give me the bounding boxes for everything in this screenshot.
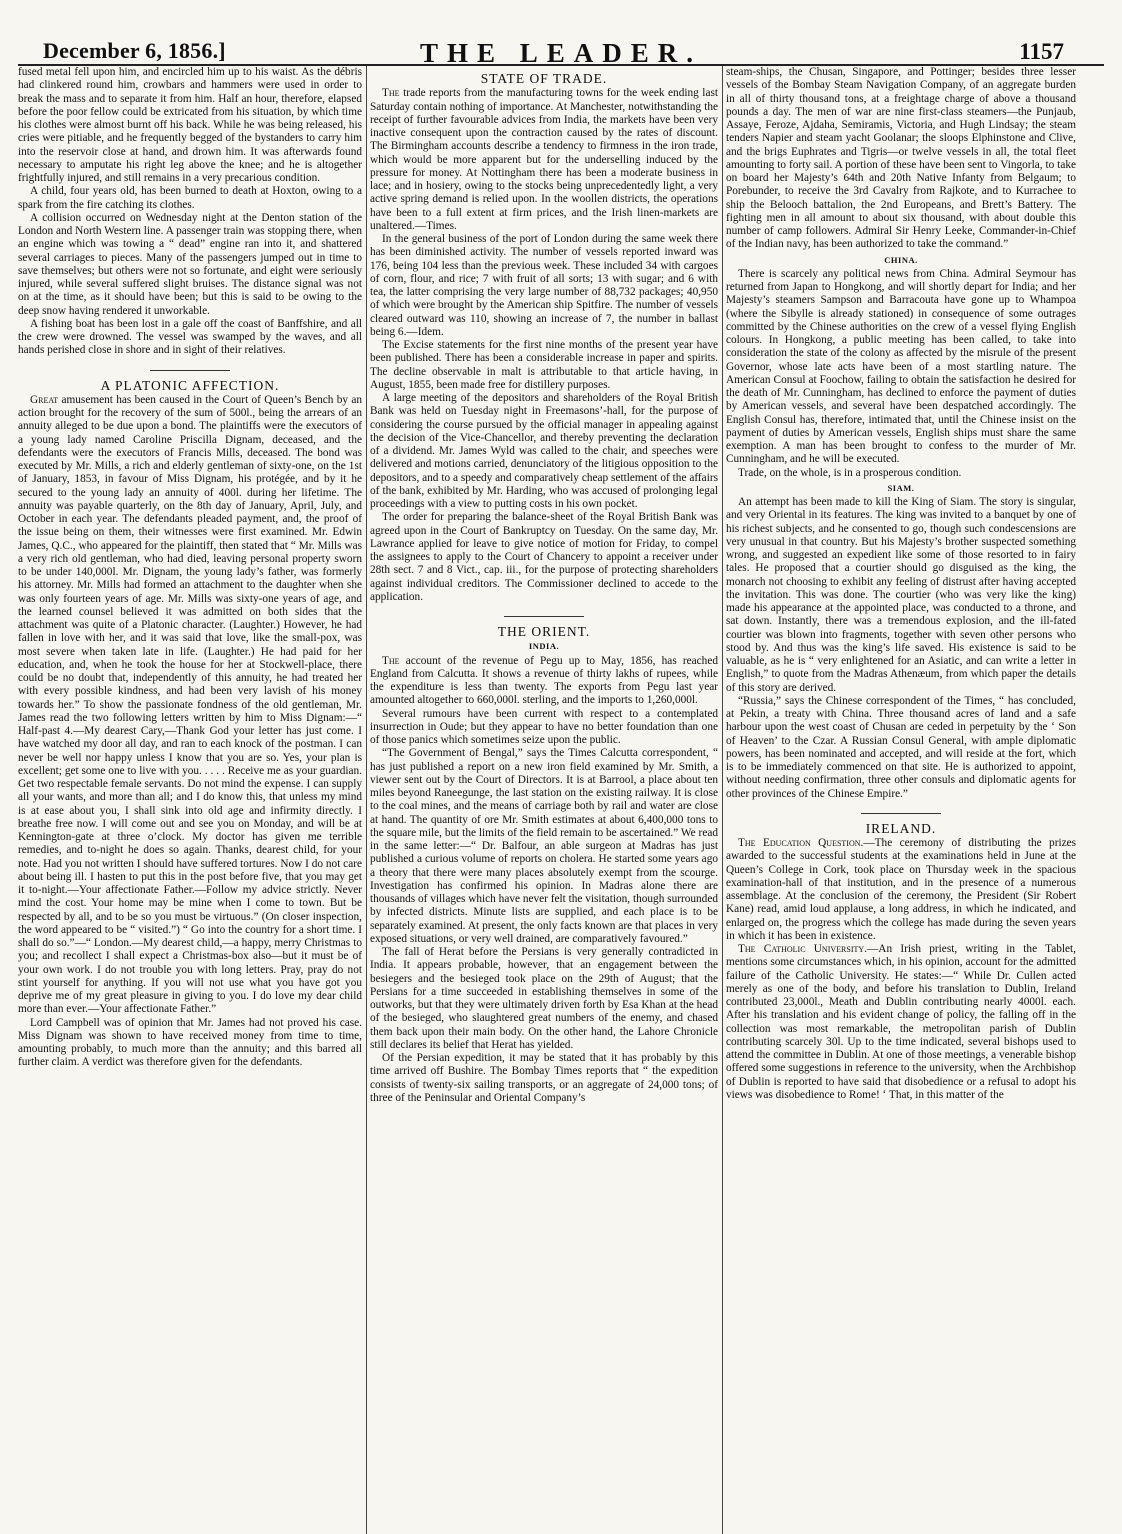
subheading: CHINA.: [884, 254, 918, 265]
paragraph: [726, 837, 1076, 943]
paragraph: [18, 394, 362, 1017]
paragraph: Several rumours have been current with respect to a contemplated insurrection in Oude; but they appear to have no better foundation than one of those panics which sometimes seize upon the public.: [370, 707, 718, 746]
issue-date: December 6, 1856.]: [43, 38, 226, 63]
section-divider: [150, 370, 230, 371]
paragraph: A child, four years old, has been burned to death at Hoxton, owing to a spark from the fire catching its clothes.: [18, 185, 362, 211]
paragraph-text: —The ceremony of distributing the prizes awarded to the successful students at the examinations held in June at the Queen’s College in Cork, took place on Thursday week in the spacious examination-hall of that institution, and in the presence of a numerous assemblage. At the conclusion of the ceremony, the President (Sir Robert Kane) read, amid loud applause, a long address, in which he indicated, and enlarged on, the progress which the college has made during the seven years in which it has been in existence.: [726, 837, 1076, 942]
article-heading: IRELAND.: [865, 820, 937, 836]
article-heading: A PLATONIC AFFECTION.: [100, 377, 280, 393]
paragraph-text: account of the revenue of Pegu up to May, 1856, has reached England from Calcutta. It shows a revenue of thirty lakhs of rupees, while the expenditure is less than twenty. The exports from Pegu last year amounted altogether to 660,000l. sterling, and the imports to 1,260,000l.: [370, 654, 718, 707]
lead-word: The Education Question.: [738, 837, 864, 849]
paragraph: The Excise statements for the first nine months of the present year have been published. There has been a considerable increase in paper and spirits. The decline observable in malt is attributable to that article having, in August, 1855, been made free for distillery purposes.: [370, 339, 718, 391]
paragraph: [726, 943, 1076, 1102]
paragraph: fused metal fell upon him, and encircled him up to his waist. As the débris had clinkered round him, crowbars and hammers were used in order to break the mass and to separate it from him. Half an hour, therefore, elapsed before the poor fellow could be extricated from his situation, by which time his clothes were almost burnt off his back. While he was being released, his cries were pitiable, and he frequently begged of the bystanders to carry him into the reservoir close at hand, and drown him. It was afterwards found necessary to amputate his right leg above the knee; and he is altogether frightfully injured, and still remains in a very precarious condition.: [18, 66, 362, 184]
paragraph-text: amusement has been caused in the Court of Queen’s Bench by an action brought for the recovery of the sum of 500l., being the arrears of an annuity alleged to be due upon a bond. The plaintiffs were the executors of a young lady named Caroline Priscilla Dignam, deceased, and the defendants were the executors of Francis Mills, deceased. The bond was executed by Mr. Mills, a rich and elderly gentleman of sixty-one, on the 1st of January, 1853, in favour of Miss Dignam, his protégée, and by it he secured to the young lady an annuity of 400l. during her lifetime. The annuity was payable quarterly, on the 8th day of January, April, July, and October in each year. The defendants pleaded payment, and, the proof of the issue being on them, their witnesses were first examined. Mr. Edwin James, Q.C., who appeared for the plaintiff, then stated that “ Mr. Mills was a very rich old gentleman, who had died, leaving personal property sworn to be under 140,000l. Mr. Dignam, the young lady’s father, was formerly his attorney. Mr. Mills had formed an attachment to the daughter when she was only fourteen years of age. Mr. Mills was sixty-one years of age, and the learned counsel believed it was admitted on both sides that the attachment was quite of a Platonic character. (Laughter.) However, he had fallen in love with her, and it was said that love, like the small-pox, was most severe when taken late in life. (Laughter.) He had paid for her education, and, when he took the house for her at Stockwell-place, there could be no doubt that, independently of this annuity, he had treated her with every possible kindness, and had been very lavish of his money towards her.” To show the passionate fondness of the old gentleman, Mr. James read the two following letters written by him to Miss Dignam:—“ Half-past 4.—My dearest Cary,—Thank God your letter has just come. I have watched my door all day, and ran to each knock of the postman. I can never be well nor happy unless I know that you are so. Yes, your plan is excellent; get some one to live with you. . . . . Receive me as your guardian. Get two respectable female servants. Do not mind the expense. I can supply all your wants, and more than all; and I do know this, that unless my mind is at ease about you, I shall sink into old age and infirmity directly. I breathe free now. I will come out and see you on Monday, and will be at Kennington-gate at three o’clock. My doctor has given me terrible remedies, and to-night he does so again. Thanks, dearest child, for your note. Had you not written I should have suffered tortures. Now I do not care about being ill. I hasten to put this in the post before five, that you may get it to-night.—Your affectionate Father.—Follow my advice strictly. Never mind the cost. Your home may be mine when I come to town. But be respected by all, and to be so you must be virtuous.” (On closer inspection, the word appeared to be “ visited.”) “ Go into the country for a short time. I shall do so.”—“ London.—My dearest child,—a happy, merry Christmas to you; and recollect I shall expect a Christmas-box also—but it must be of your own work. I do not trouble you with long letters. Pray, pray do not stint yourself for anything. If you will not use what you have got you deprive me of my great pleasure in giving to you. I do love my dear child more than ever.—Your affectionate Father.”: [18, 393, 362, 1016]
paragraph: In the general business of the port of London during the same week there has been diminished activity. The number of vessels reported inward was 176, being 104 less than the previous week. These included 34 with cargoes of corn, flour, and rice; 7 with fruit of all sorts; 13 with sugar; and 6 with tea, the latter comprising the very large number of 88,732 packages; 40,950 of which were brought by the American ship Spitfire. The number of vessels cleared outward was 110, showing an increase of 7, the number in ballast being 6.—Idem.: [370, 233, 718, 338]
masthead: [18, 0, 1104, 66]
paragraph-text: —An Irish priest, writing in the Tablet, mentions some circumstances which, in his opinion, account for the admitted failure of the Catholic University. He states:—“ While Dr. Cullen acted merely as one of the body, and before his translation to Dublin, Ireland contributed 23,000l., Meath and Dublin contributing nearly 4000l. each. After his translation and his evident change of policy, the falling off in the collection was most remarkable, the metropolitan parish of Dublin contributing scarcely 30l. Up to the time indicated, several bishops used to attend the committee in Dublin. At one of those meetings, a venerable bishop offered some suggestions in reference to the university, when the Archbishop of Dublin is reported to have said that disobedience or a refusal to adopt his views was disobedience to Rome! ‘ That, in this matter of the: [726, 943, 1076, 1101]
column-rule: [722, 66, 723, 1534]
columns: [18, 66, 1104, 1534]
paragraph: There is scarcely any political news from China. Admiral Seymour has returned from Japan to Hongkong, and will shortly depart for India; and her Majesty’s steamers Sampson and Barracouta have gone up to Whampoa (where the Sibylle is already stationed) in consequence of some outrages committed by the Chinese authorities on the crew of a vessel flying English colours. In Hongkong, a public meeting has been called, to take into consideration the state of the colony as affected by the misrule of the present Governor, whose late acts have been of a most startling nature. The American Consul at Foochow, failing to obtain the satisfaction he desired for the death of Mr. Cunningham, has declined to enforce the payment of duties by American vessels, and several have been despatched accordingly. The English Consul has, therefore, intimated that, until the Chinese insist on the payment of duties by American vessels, English ships must share the same exemption. A man has been brought to confess to the murder of Mr. Cunningham, and he will be executed.: [726, 267, 1076, 466]
column-2: [370, 66, 718, 1534]
paragraph: The fall of Herat before the Persians is very generally contradicted in India. It appears probable, however, that an engagement between the besiegers and the besieged took place on the 29th of August; that the Persians for a time succeeded in establishing themselves in some of the outworks, but that they were ultimately driven forth by Esa Khan at the head of the besieged, who slaughtered great numbers of the enemy, and chased them back upon their main body. On the other hand, the Lahore Chronicle still declares its belief that Herat has yielded.: [370, 946, 718, 1051]
paragraph: The order for preparing the balance-sheet of the Royal British Bank was agreed upon in the Court of Bankruptcy on Tuesday. On the same day, Mr. Lawrance applied for leave to give notice of motion for Friday, to compel the assignees to apply to the Court of Chancery to appoint a receiver under 28th sect. 7 and 8 Vict., cap. iii., for the purpose of protecting shareholders against individual creditors. The Commissioner declined to accede to the application.: [370, 511, 718, 603]
paragraph: Of the Persian expedition, it may be stated that it has probably by this time arrived off Bushire. The Bombay Times reports that “ the expedition consists of twenty-six sailing transports, or an aggregate of 24,000 tons; of three of the Peninsular and Oriental Company’s: [370, 1052, 718, 1104]
paragraph: A fishing boat has been lost in a gale off the coast of Banffshire, and all the crew were drowned. The vessel was swamped by the waves, and all hands perished close in shore and in sight of their relatives.: [18, 317, 362, 357]
paragraph: Trade, on the whole, is in a prosperous condition.: [738, 466, 962, 479]
subheading: SIAM.: [887, 482, 915, 493]
subheading: INDIA.: [528, 641, 560, 652]
lead-word: Great: [30, 393, 59, 406]
column-1: [18, 66, 362, 1534]
paragraph: A collision occurred on Wednesday night at the Denton station of the London and North Western line. A passenger train was stopping there, when an engine which was towing a “ dead” engine ran into it, and shattered several carriages to pieces. Many of the passengers jumped out in time to save themselves; but others were not so fortunate, and eight were seriously injured, while several suffered slight bruises. The distance signal was not on at the time, as it should have been; but this is said to be owing to the deep snow having rendered it unworkable.: [18, 211, 362, 317]
newspaper-title: THE LEADER.: [419, 38, 703, 68]
paragraph: An attempt has been made to kill the King of Siam. The story is singular, and very Oriental in its features. The king was invited to a banquet by one of his richest subjects, and he consented to go, though such condescensions are very unusual in that country. But his Majesty’s brother suspected something wrong, and suggested an expedient like some of those resorted to in fairy tales. He proposed that a courtier should go disguised as the king, the monarch not choosing to exhibit any feeling of distrust after having accepted the invitation. This was done. The courtier (who was very like the king) made his appearance at the appointed place, was conducted to a throne, and sat down. Instantly, there was a tremendous explosion, and the ill-fated courtier was blown into fragments, together with seven other persons who stood by. And thus was the king’s life saved. His existence is said to be valuable, as he is “ very enlightened for an Asiatic, and can write a letter in English,” to quote from the Madras Athenæum, from which paper the details of this story are derived.: [726, 496, 1076, 694]
paragraph: A large meeting of the depositors and shareholders of the Royal British Bank was held on Tuesday night in Freemasons’-hall, for the purpose of considering the course pursued by the official manager in appealing against the decision of the Vice-Chancellor, and thereby preventing the declaration of a dividend. Mr. James Wyld was called to the chair, and speeches were delivered and motions carried, denunciatory of the litigious opposition to the depositors, and to a speedy and comparatively cheap settlement of the affairs of the bank, exhibited by Mr. Harding, who was accused of prolonging legal proceedings with a view to putting costs in his own pocket.: [370, 392, 718, 510]
paragraph-text: trade reports from the manufacturing towns for the week ending last Saturday contain nothing of importance. At Manchester, notwithstanding the receipt of further favourable advices from India, the markets have been very inactive consequent upon the contraction caused by the rates of discount. The Birmingham accounts describe a tendency to firmness in the iron trade, which would be more apparent but for the underselling induced by the pressure for money. At Nottingham there has been a moderate business in lace; and in hosiery, owing to the stocks being unprecedentedly light, a very active spring demand is relied upon. In the woollen districts, the operations have been to a full extent at firm prices, and the Irish linen-markets are unaltered.—Times.: [370, 87, 718, 232]
lead-word: The: [382, 654, 400, 667]
lead-word: The Catholic University.: [738, 943, 867, 955]
section-divider: [504, 616, 584, 617]
page-number: 1157: [1019, 39, 1064, 64]
paragraph: “The Government of Bengal,” says the Times Calcutta correspondent, “ has just published a report on a new iron field examined by Mr. Smith, a viewer sent out by the Court of Directors. It is at Barrool, a place about ten miles beyond Raneegunge, the last station on the existing railway. It is close to the coal mines, and the means of carriage both by rail and water are close at hand. The quantity of ore Mr. Smith estimates at about 6,400,000 tons to the square mile, but the limits of the field remain to be ascertained.” We read in the same letter:—“ Dr. Balfour, an able surgeon at Madras has just published a curious volume of reports on cholera. He started some years ago a theory that there were many places absolutely exempt from the scourge. Investigation has confirmed his opinion. In Madras alone there are thousands of villages which have never felt the visitation, though surrounded by infected districts. Minute lists are supplied, and each place is to be separately examined. At present, the only facts known are that places in very exposed situations, or very well drained, are comparatively favoured.”: [370, 747, 718, 945]
article-heading: THE ORIENT.: [497, 624, 591, 639]
paragraph: “Russia,” says the Chinese correspondent of the Times, “ has concluded, at Pekin, a treaty with China. Three thousand acres of land and a safe harbour upon the west coast of Chusan are ceded in perpetuity by the ‘ Son of Heaven’ to the Czar. A Russian Consul General, with ample diplomatic powers, has been nominated and accepted, and will reside at the fort, which is to be immediately commenced on that site. He is authorized to appoint, without needing confirmation, three other consuls and diplomatic agents for other provinces of the Chinese Empire.”: [726, 694, 1076, 800]
paragraph: steam-ships, the Chusan, Singapore, and Pottinger; besides three lesser vessels of the Bombay Steam Navigation Company, of an aggregate burden in all of thirty thousand tons, at a freightage charge of above a thousand pounds a day. The men of war are nine first-class steamers—the Punjaub, Assaye, Feroze, Ajdaha, Semiramis, Victoria, and Hugh Lindsay; the steam tenders Napier and steam yacht Goolanar; the sloops Elphinstone and Clive, and the brigs Euphrates and Tigris—or twelve vessels in all, the total fleet amounting to forty sail. A portion of these have been sent to Vingorla, to take on board her Majesty’s 64th and 20th Native Infanty from Belgaum; to Porebunder, to receive the 3rd Cavalry from Rajkote, and to Kurrachee to ship the Belooch battalion, the 2nd Europeans, and Brett’s Battery. The fighting men in all amount to about six thousand, with about double this number of camp followers. Admiral Sir Henry Leeke, Commander-in-Chief of the Indian navy, has been authorized to take the command.”: [726, 66, 1076, 251]
column-3: [726, 66, 1076, 1534]
article-heading: STATE OF TRADE.: [480, 71, 608, 86]
lead-word: The: [382, 87, 400, 100]
paragraph: Lord Campbell was of opinion that Mr. James had not proved his case. Miss Dignam was shown to have received money from time to time, amounting probably, to much more than the annuity; and this barred all further claim. A verdict was therefore given for the defendants.: [18, 1016, 362, 1069]
paragraph: [370, 655, 718, 708]
paragraph: [370, 87, 718, 233]
section-divider: [861, 813, 941, 814]
column-rule: [366, 66, 367, 1534]
